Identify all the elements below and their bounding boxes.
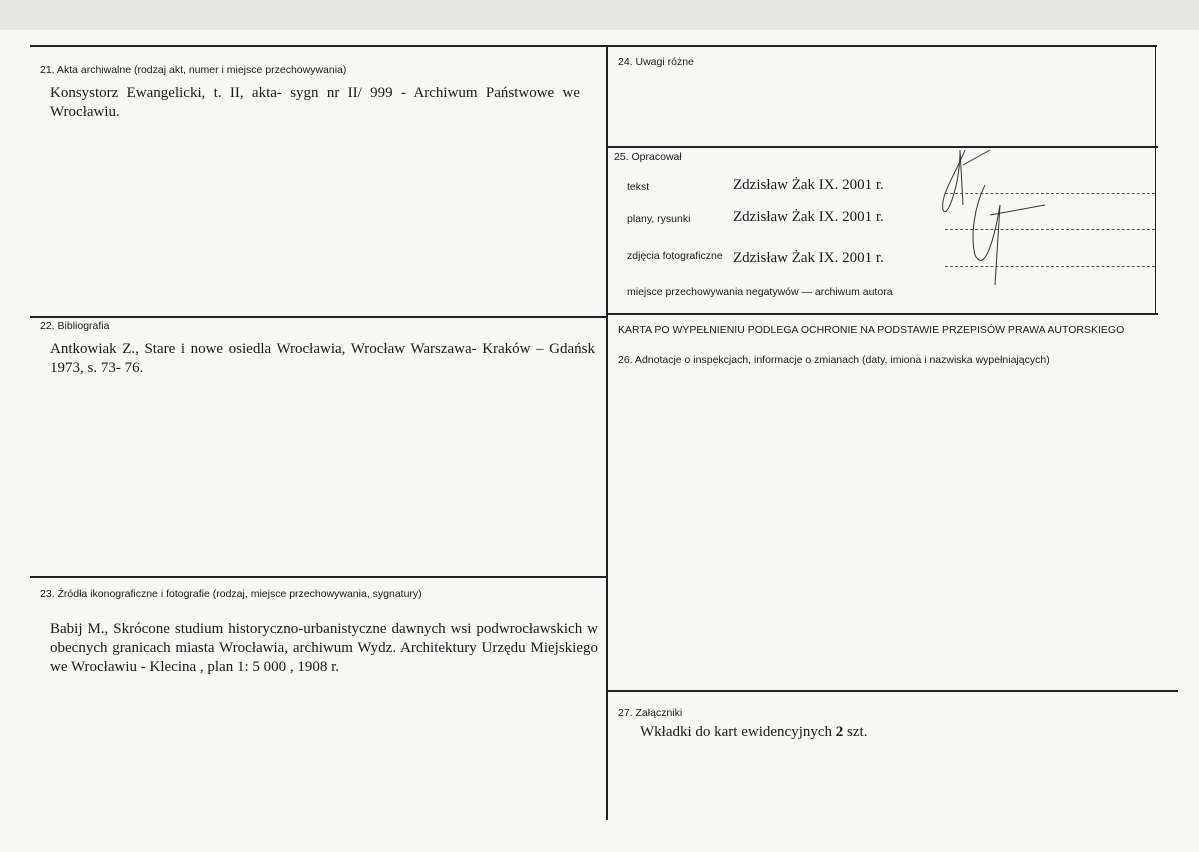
negatives-storage: miejsce przechowywania negatywów — archiwum autora: [627, 286, 893, 298]
row-label-tekst: tekst: [627, 181, 650, 193]
section-21-label: 21. Akta archiwalne (rodzaj akt, numer i miejsce przechowywania): [40, 64, 347, 76]
divider: [30, 316, 606, 318]
row-label-zdjecia: zdjęcia fotograficzne: [627, 250, 723, 262]
scan-top-band: [0, 0, 1199, 30]
attachments-unit: szt.: [847, 724, 868, 740]
divider: [606, 690, 1178, 692]
row-value-plany: Zdzisław Żak IX. 2001 r.: [733, 209, 884, 225]
row-value-tekst: Zdzisław Żak IX. 2001 r.: [733, 177, 884, 193]
section-27-label: 27. Załączniki: [618, 707, 683, 719]
divider: [606, 146, 1158, 148]
section-26-label: 26. Adnotacje o inspekcjach, informacje o zmianach (daty, imiona i nazwiska wypełniających): [618, 354, 1050, 366]
divider: [30, 45, 1157, 47]
copyright-notice: KARTA PO WYPEŁNIENIU PODLEGA OCHRONIE NA PODSTAWIE PRZEPISÓW PRAWA AUTORSKIEGO: [618, 324, 1125, 336]
section-25-label: 25. Opracował: [614, 151, 682, 163]
row-label-plany: plany, rysunki: [627, 213, 691, 225]
attachments-text: Wkładki do kart ewidencyjnych: [640, 724, 833, 740]
section-21-text: Konsystorz Ewangelicki, t. II, akta- sygn nr II/ 999 - Archiwum Państwowe we Wrocławiu.: [50, 85, 580, 120]
section-23-text: Babij M., Skrócone studium historyczno-urbanistyczne dawnych wsi podwrocławskich w obecnych granicach miasta Wrocławia, archiwum Wydz. Architektury Urzędu Miejskiego we Wrocławiu - Klecina , plan 1: 5 000 , 1908 r.: [50, 621, 598, 675]
divider: [1155, 45, 1156, 315]
divider: [606, 313, 1158, 315]
handwritten-signature: [935, 145, 1055, 295]
divider: [606, 45, 608, 820]
attachments-count: 2: [835, 724, 844, 740]
section-22-label: 22. Bibliografia: [40, 320, 110, 332]
section-23-label: 23. Źródła ikonograficzne i fotografie (rodzaj, miejsce przechowywania, sygnatury): [40, 588, 422, 600]
section-24-label: 24. Uwagi różne: [618, 56, 694, 68]
row-value-zdjecia: Zdzisław Żak IX. 2001 r.: [733, 250, 884, 266]
section-27-text: [640, 724, 867, 741]
divider: [30, 576, 606, 578]
section-22-text: Antkowiak Z., Stare i nowe osiedla Wrocławia, Wrocław Warszawa- Kraków – Gdańsk 1973, s. 73- 76.: [50, 341, 595, 376]
